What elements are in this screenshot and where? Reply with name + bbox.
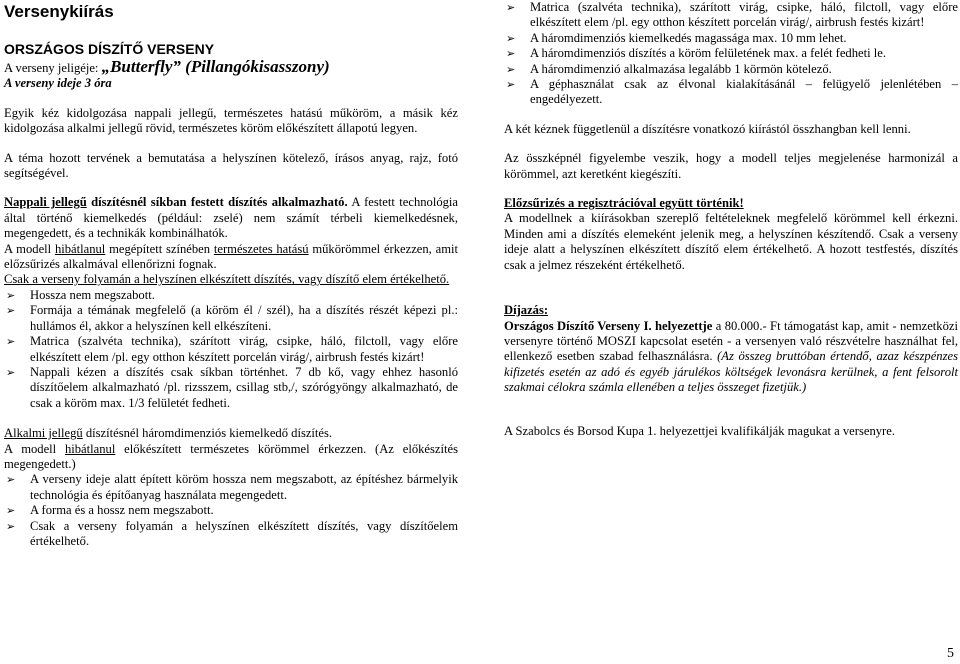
arrowhead-bullet-icon: ➢ (506, 47, 516, 61)
right-column (504, 0, 958, 439)
nappali-rules-list (4, 288, 458, 411)
page-number: 5 (947, 646, 954, 661)
arrowhead-bullet-icon: ➢ (6, 335, 16, 349)
list-item (504, 46, 958, 61)
arrowhead-bullet-icon: ➢ (506, 78, 516, 92)
model-text-u2: természetes hatású (213, 241, 309, 256)
nappali-rest: díszítésnél síkban festett díszítés alkalmazható. (86, 195, 348, 210)
list-item-text: Matrica (szalvéta technika), szárított virág, csipke, háló, filctoll, vagy előre elkészített elem /pl. egy otthon készített porcelán virág/, airbrush festés kizárt! (530, 0, 958, 30)
nappali-paragraph (4, 195, 458, 241)
list-item-text: Matrica (szalvéta technika), szárított virág, csipke, háló, filctoll, vagy előre elkészített elem /pl. egy otthon készített porcelán virág/, airbrush festés kizárt! (30, 334, 458, 364)
list-item (4, 288, 458, 303)
intro-paragraph: Egyik kéz kidolgozása nappali jellegű, természetes hatású műköröm, a másik kéz kidolgozása alkalmi jellegű rövid, természetes köröm előkészített állapotú legyen. (4, 105, 458, 136)
cup-paragraph: A Szabolcs és Borsod Kupa 1. helyezettjei kvalifikálják magukat a versenyre. (504, 423, 895, 438)
model-paragraph (4, 242, 458, 273)
prize-paragraph (504, 319, 958, 396)
list-item-text: Nappali kézen a díszítés csak síkban történhet. 7 db kő, vagy ehhez hasonló díszítőelem alkalmazható /pl. rizsszem, csillag stb,/, szórógyöngy alkalmazható, de csak a köröm max. 1/3 felületét fedheti. (30, 364, 458, 410)
list-item-text: A háromdimenziós kiemelkedés magassága max. 10 mm lehet. (530, 30, 847, 45)
prejudging-heading: Előzsűrizés a regisztrációval együtt történik! (504, 196, 744, 211)
alkalmi-model-paragraph (4, 442, 458, 473)
list-item (4, 472, 458, 503)
nappali-label: Nappali jellegű (4, 195, 87, 210)
model-text-a: A modell (4, 241, 55, 256)
alk-model-a: A modell (4, 441, 65, 456)
list-item (504, 62, 958, 77)
list-item-text: A forma és a hossz nem megszabott. (30, 503, 214, 518)
harmony-paragraph: A két kéznek függetlenül a díszítésre vonatkozó kiírástól összhangban kell lenni. (504, 121, 911, 136)
list-item (4, 365, 458, 411)
arrowhead-bullet-icon: ➢ (506, 1, 516, 14)
arrowhead-bullet-icon: ➢ (6, 504, 16, 518)
motto-prefix: A verseny jeligéje: (4, 61, 102, 75)
competition-heading: ORSZÁGOS DÍSZÍTŐ VERSENY (4, 41, 215, 57)
list-item (504, 31, 958, 46)
list-item (4, 503, 458, 518)
list-item (504, 77, 958, 108)
arrowhead-bullet-icon: ➢ (6, 304, 16, 318)
prize-note: (Az összeg bruttóban értendő, azaz készpénzes kifizetés esetén az adó és egyéb járulékos költségek levonásra kerülnek, a fent felsorolt szakmai célokra számla ellenében a teljes összeget fizetjük.) (504, 349, 958, 395)
alkalmi-paragraph (4, 426, 458, 441)
list-item-text: Csak a verseny folyamán a helyszínen elkészített díszítés, vagy díszítőelem értékelhető. (30, 518, 458, 548)
list-item (4, 303, 458, 334)
plan-paragraph: A téma hozott tervének a bemutatása a helyszínen kötelező, írásos anyag, rajz, fotó segítségével. (4, 150, 458, 181)
list-item-text: Hossza nem megszabott. (30, 287, 155, 302)
model-text-u1: hibátlanul (54, 241, 106, 256)
list-item (4, 519, 458, 550)
prejudging-paragraph: A modellnek a kiírásokban szereplő feltételeknek megfelelő körömmel kell érkezni. Minden ami a díszítés elemeként jelenik meg, a helyszínen készítendő. Csak a verseny ideje alatt a helyszínen elkészített díszítő elem értékelhető. A hozott testfestés, díszítés csak a jelmez részeként értékelhető. (504, 211, 958, 272)
alk-model-b: előkészített természetes körömmel érkezzen. (Az előkészítés megengedett.) (4, 441, 458, 471)
prize-heading: Díjazás: (504, 303, 549, 318)
alk-model-u: hibátlanul (64, 441, 116, 456)
motto: „Butterfly” (Pillangókisasszony) (101, 57, 330, 76)
arrowhead-bullet-icon: ➢ (506, 62, 516, 76)
alkalmi-rest: díszítésnél háromdimenziós kiemelkedő díszítés. (82, 426, 333, 441)
list-item (4, 334, 458, 365)
nappali-tail: A festett technológia által történő kiemelkedés (például: zselé) nem számít térbeli kiemelkedésnek, megengedett, és a technikák kombinálhatók. (4, 195, 459, 241)
duration: A verseny ideje 3 óra (4, 76, 112, 91)
arrowhead-bullet-icon: ➢ (506, 31, 516, 45)
left-column (4, 0, 458, 549)
list-item-text: A géphasználat csak az élvonal kialakításánál – felügyelő jelenlétében – engedélyezett. (530, 77, 958, 107)
list-item-text: A háromdimenzió alkalmazása legalább 1 körmön kötelező. (530, 61, 832, 76)
page-title: Versenykiírás (4, 2, 114, 21)
arrowhead-bullet-icon: ➢ (6, 288, 16, 302)
arrowhead-bullet-icon: ➢ (6, 365, 16, 379)
overall-paragraph: Az összképnél figyelembe veszik, hogy a modell teljes megjelenése harmonizál a körömmel, azt keretként kiegészíti. (504, 151, 958, 181)
model-text-b: megépített színében (105, 241, 214, 256)
motto-line (4, 59, 458, 76)
place-rule: Csak a verseny folyamán a helyszínen elkészített díszítés, vagy díszítő elem értékelhető. (4, 272, 450, 287)
list-item-text: A háromdimenziós díszítés a köröm felületének max. a felét fedheti le. (530, 46, 887, 61)
list-item-text: Formája a témának megfelelő (a köröm él / szél), ha a díszítés részét képezi pl.: hullámos él, akkor a helyszínen kell elkészíteni. (30, 303, 458, 333)
list-item (504, 0, 958, 31)
alkalmi-rules-list (4, 472, 458, 549)
arrowhead-bullet-icon: ➢ (6, 473, 16, 487)
prize-bold: Országos Díszítő Verseny I. helyezettje (504, 318, 713, 333)
alkalmi-rules-list-continued (504, 0, 958, 108)
list-item-text: A verseny ideje alatt épített köröm hossza nem megszabott, az építéshez bármelyik technológia és építőanyag használata megengedett. (30, 472, 458, 502)
prize-text: a 80.000.- Ft támogatást kap, amit - nemzetközi versenyre történő MOSZI kapcsolat esetén - a versenyen való részvételre használhat fel, ellenkező esetben szabad felhasználásra. (504, 318, 958, 364)
arrowhead-bullet-icon: ➢ (6, 519, 16, 533)
model-text-c: műkörömmel érkezzen, amit előzsűrizés alkalmával ellenőrizni fognak. (4, 241, 458, 272)
alkalmi-label: Alkalmi jellegű (4, 426, 83, 441)
